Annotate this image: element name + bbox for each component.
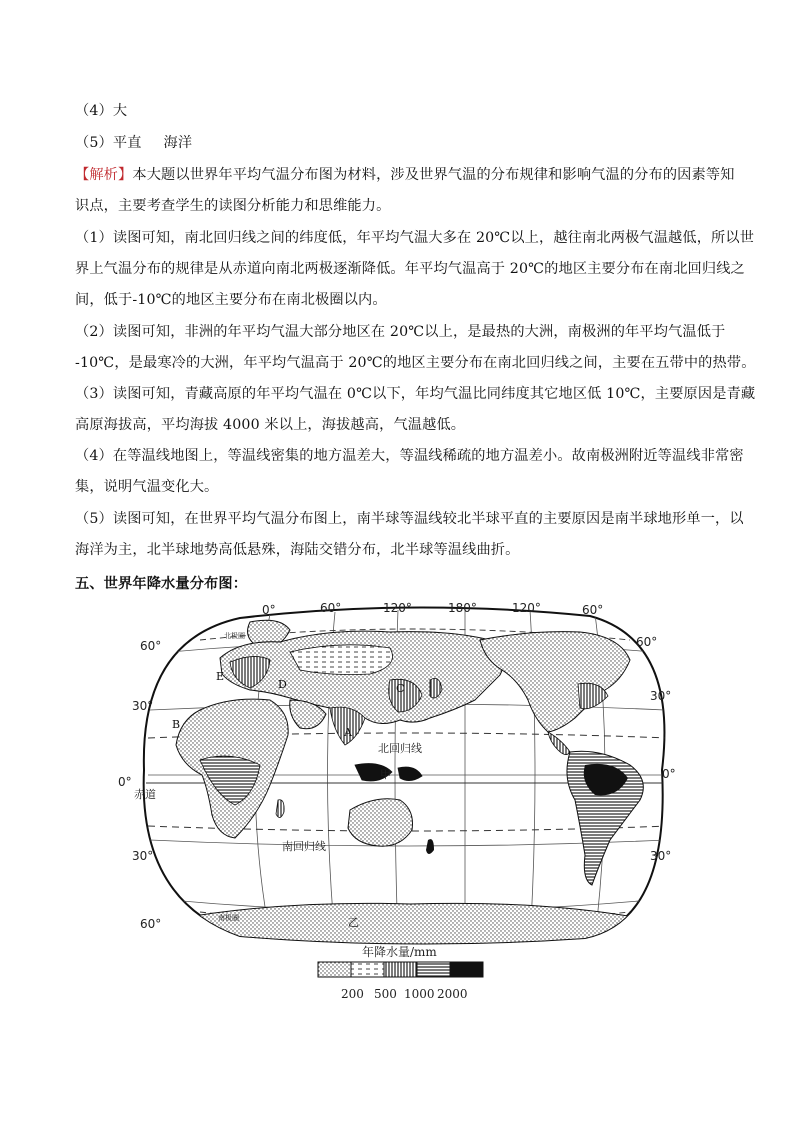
answer-5-number: （5）: [75, 135, 113, 151]
siberia-region: [290, 645, 393, 675]
point-jia-label: 甲: [380, 768, 391, 781]
legend-value-200: 200: [341, 987, 364, 1001]
point-a-label: A: [344, 726, 352, 739]
analysis-p1-line3: 间，低于-10℃的地区主要分布在南北极圈以内。: [75, 292, 387, 308]
analysis-p2-line1: （2）读图可知，非洲的年平均气温大部分地区在 20℃以上，是最热的大洲，南极洲的年平均气温低于: [75, 324, 726, 340]
equator-label: 赤道: [134, 788, 156, 801]
lat-left-60s: 60°: [140, 917, 162, 931]
analysis-p5-line2: 海洋为主，北半球地势高低悬殊，海陆交错分布，北半球等温线曲折。: [75, 542, 520, 558]
tropic-of-cancer-label: 北回归线: [378, 742, 422, 755]
tropic-of-capricorn-label: 南回归线: [282, 840, 326, 853]
analysis-p4-line2: 集，说明气温变化大。: [75, 479, 219, 495]
australia-shape: [348, 799, 413, 846]
lat-left-0: 0°: [118, 775, 132, 789]
legend-value-1000: 1000: [404, 987, 435, 1001]
legend-swatch-lt200: [318, 962, 351, 977]
analysis-label: 【解析】: [75, 167, 133, 183]
analysis-intro-text1: 本大题以世界年平均气温分布图为材料，涉及世界气温的分布规律和影响气温的分布的因素等知: [132, 167, 735, 183]
lat-left-30s: 30°: [132, 849, 154, 863]
answer-4-text: 大: [112, 103, 128, 119]
lon-label-60e: 60°: [320, 601, 342, 615]
point-b-label: B: [172, 718, 181, 731]
analysis-intro-line2: 识点，主要考查学生的读图分析能力和思维能力。: [75, 198, 391, 214]
lat-left-30n: 30°: [132, 699, 154, 713]
analysis-p5-line1: （5）读图可知，在世界平均气温分布图上，南半球等温线较北半球平直的主要原因是南半球地形单一，以: [75, 511, 744, 527]
section-5-heading: 五、世界年降水量分布图：: [75, 576, 248, 592]
analysis-p3-line2: 高原海拔高，平均海拔 4000 米以上，海拔越高，气温越低。: [75, 417, 466, 433]
legend-value-2000: 2000: [437, 987, 468, 1001]
lon-label-60w: 60°: [582, 603, 604, 617]
legend-value-500: 500: [374, 987, 397, 1001]
analysis-p3-line1: （3）读图可知，青藏高原的年平均气温在 0℃以下，年均气温比同纬度其它地区低 10℃，主要原因是青藏: [75, 386, 756, 402]
answer-5: [75, 133, 192, 153]
analysis-intro-line1: [75, 165, 735, 185]
world-precipitation-map: [118, 600, 690, 940]
lat-right-60n: 60°: [636, 635, 658, 649]
lon-label-120e: 120°: [383, 601, 412, 615]
lon-label-180: 180°: [448, 601, 477, 615]
arctic-circle-label: 北极圈: [224, 632, 245, 640]
lon-label-0: 0°: [262, 603, 276, 617]
point-c-label: C: [396, 682, 405, 695]
answer-4-number: （4）: [75, 103, 113, 119]
analysis-p1-line1: （1）读图可知，南北回归线之间的纬度低，年平均气温大多在 20℃以上，越往南北两极气温越低，所以世: [75, 230, 755, 246]
legend-swatch-gt2000: [450, 962, 483, 977]
point-e-label: E: [216, 670, 225, 683]
analysis-p4-line1: （4）在等温线地图上，等温线密集的地方温差大，等温线稀疏的地方温差小。故南极洲附近等温线非常密: [75, 448, 744, 464]
lon-label-120w: 120°: [512, 601, 541, 615]
lat-left-60n: 60°: [140, 639, 162, 653]
legend-swatch-1000-2000: [417, 962, 450, 977]
answer-4: [75, 101, 127, 121]
point-d-label: D: [278, 678, 287, 691]
analysis-p1-line2: 界上气温分布的规律是从赤道向南北两极逐渐降低。年平均气温高于 20℃的地区主要分布在南北回归线之: [75, 261, 745, 277]
point-yi-label: 乙: [348, 916, 359, 929]
answer-5-part2: 海洋: [163, 135, 193, 151]
lat-right-30n: 30°: [650, 689, 672, 703]
legend-swatch-500-1000: [384, 962, 417, 977]
precipitation-legend: [310, 942, 490, 1004]
lat-right-0: 0°: [662, 767, 676, 781]
analysis-p2-line2: -10℃，是最寒冷的大洲，年平均气温高于 20℃的地区主要分布在南北回归线之间，主要在五带中的热带。: [75, 355, 756, 371]
legend-swatch-200-500: [351, 962, 384, 977]
lat-right-30s: 30°: [650, 849, 672, 863]
answer-5-part1: 平直: [112, 135, 142, 151]
antarctic-circle-label: 南极圈: [218, 914, 239, 922]
legend-title: 年降水量/mm: [362, 945, 437, 959]
